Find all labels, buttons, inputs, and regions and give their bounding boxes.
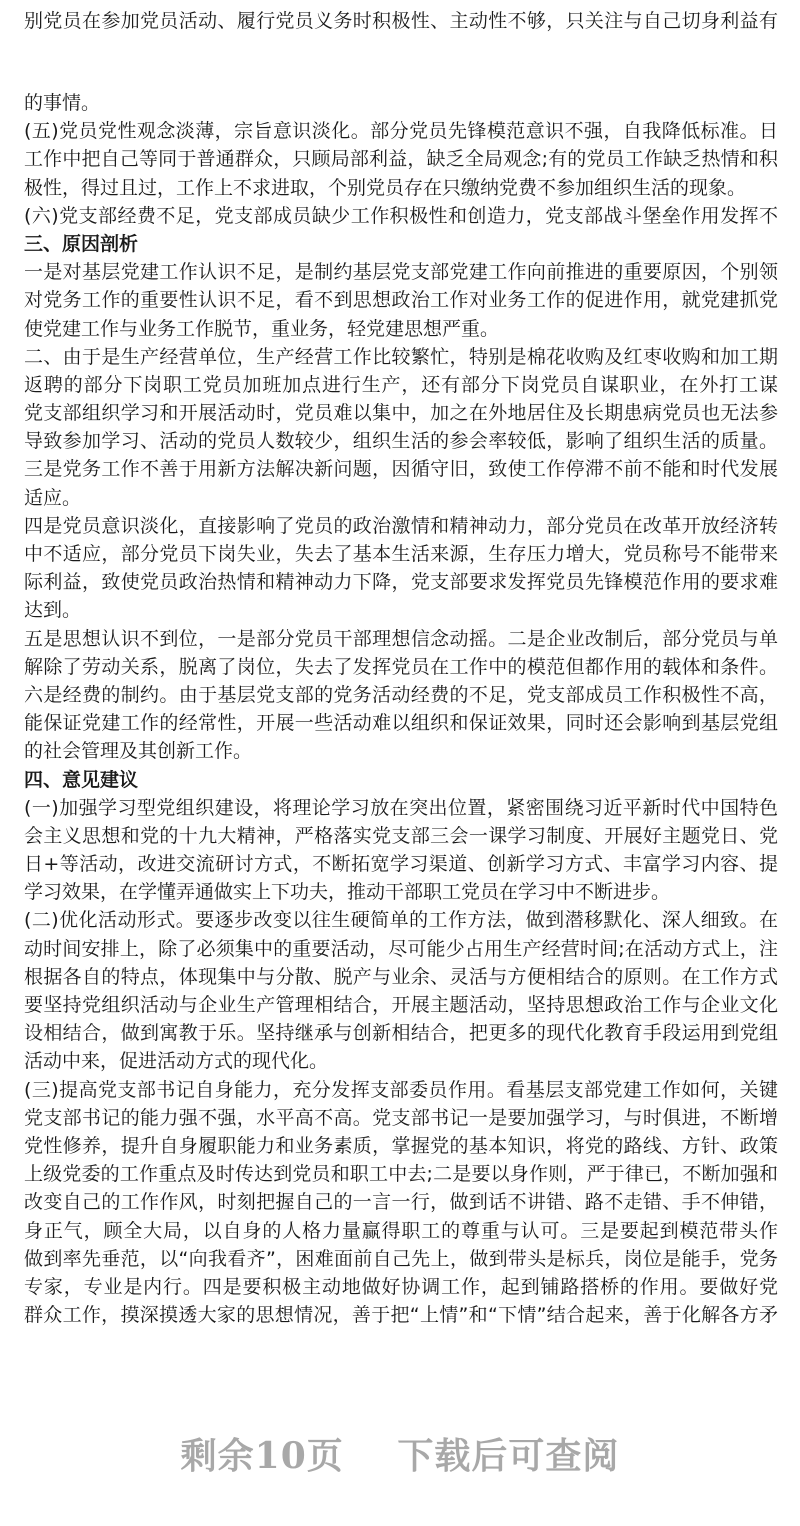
text-line: 党支部组织学习和开展活动时，党员难以集中，加之在外地居住及长期患病党员也无法参 — [24, 402, 778, 425]
text-line: 身正气，顾全大局，以自身的人格力量赢得职工的尊重与认可。三是要起到模范带头作 — [24, 1219, 778, 1242]
text-line: 设相结合，做到寓教于乐。坚持继承与创新相结合，把更多的现代化教育手段运用到党组 — [24, 1022, 778, 1045]
download-label: 下载后可查阅 — [397, 1435, 620, 1477]
text-line: 际利益，致使党员政治热情和精神动力下降，党支部要求发挥党员先锋模范作用的要求难 — [24, 571, 778, 594]
text-line: 党支部书记的能力强不强，水平高不高。党支部书记一是要加强学习，与时俱进，不断增 — [24, 1106, 778, 1129]
text-line: 的事情。 — [24, 92, 101, 114]
text-line: 的社会管理及其创新工作。 — [24, 740, 253, 763]
text-line: (二)优化活动形式。要逐步改变以往生硬简单的工作方法，做到潜移默化、深人细致。在 — [24, 909, 778, 932]
text-line: (五)党员党性观念淡薄，宗旨意识淡化。部分党员先锋模范意识不强，自我降低标准。日 — [24, 120, 778, 143]
text-line: 能保证党建工作的经常性，开展一些活动难以组织和保证效果，同时还会影响到基层党组 — [24, 712, 778, 735]
text-line: 日+等活动，改进交流研讨方式，不断拓宽学习渠道、创新学习方式、丰富学习内容、提 — [24, 853, 778, 876]
text-line: 解除了劳动关系，脱离了岗位，失去了发挥党员在工作中的模范但都作用的载体和条件。 — [24, 655, 778, 678]
text-line: 做到率先垂范，以“向我看齐”，困难面前自己先上，做到带头是标兵，岗位是能手，党务 — [24, 1247, 778, 1270]
text-line: 专家，专业是内行。四是要积极主动地做好协调工作，起到铺路搭桥的作用。要做好党 — [24, 1275, 778, 1298]
text-line: (六)党支部经费不足，党支部成员缺少工作积极性和创造力，党支部战斗堡垒作用发挥不 — [24, 204, 778, 227]
text-line: 中不适应，部分党员下岗失业，失去了基本生活来源，生存压力增大，党员称号不能带来 — [24, 543, 778, 565]
text-line: 上级党委的工作重点及时传达到党员和职工中去;二是要以身作则，严于律已，不断加强和 — [24, 1163, 778, 1186]
section-heading: 三、原因剖析 — [24, 232, 139, 255]
document-top — [24, 7, 778, 35]
text-line: 学习效果，在学懂弄通做实上下功夫，推动干部职工党员在学习中不断进步。 — [24, 881, 671, 904]
text-line: 对党务工作的重要性认识不足，看不到思想政治工作对业务工作的促进作用，就党建抓党 — [24, 289, 778, 312]
text-line: 极性，得过且过，工作上不求进取，个别党员存在只缴纳党费不参加组织生活的现象。 — [24, 176, 747, 199]
text-line: (三)提高党支部书记自身能力，充分发挥支部委员作用。看基层支部党建工作如何，关键 — [24, 1078, 778, 1101]
document-body — [24, 89, 778, 1329]
text-line: 工作中把自己等同于普通群众，只顾局部利益，缺乏全局观念;有的党员工作缺乏热情和积 — [24, 148, 778, 171]
text-line: 使党建工作与业务工作脱节，重业务，轻党建思想严重。 — [24, 317, 500, 340]
text-line: 一是对基层党建工作认识不足，是制约基层党支部党建工作向前推进的重要原因，个别领 — [24, 261, 778, 284]
text-line: 党性修养，提升自身履职能力和业务素质，掌握党的基本知识，将党的路线、方针、政策 — [24, 1134, 778, 1157]
text-line: 活动中来，促进活动方式的现代化。 — [24, 1050, 329, 1073]
section-heading: 四、意见建议 — [24, 768, 139, 791]
text-line: 别党员在参加党员活动、履行党员义务时积极性、主动性不够，只关注与自己切身利益有 — [24, 10, 778, 32]
text-line: 达到。 — [24, 599, 82, 622]
text-line: (一)加强学习型党组织建设，将理论学习放在突出位置，紧密围绕习近平新时代中国特色 — [24, 796, 778, 819]
text-line: 要坚持党组织活动与企业生产管理相结合，开展主题活动，坚持思想政治工作与企业文化 — [24, 994, 778, 1016]
text-line: 二、由于是生产经营单位，生产经营工作比较繁忙，特别是棉花收购及红枣收购和加工期 — [24, 345, 778, 368]
text-line: 适应。 — [24, 486, 82, 509]
text-line: 四是党员意识淡化，直接影响了党员的政治激情和精神动力，部分党员在改革开放经济转 — [24, 514, 778, 537]
text-line: 六是经费的制约。由于基层党支部的党务活动经费的不足，党支部成员工作积极性不高， — [24, 683, 778, 706]
text-line: 会主义思想和党的十九大精神，严格落实党支部三会一课学习制度、开展好主题党日、党 — [24, 824, 778, 847]
text-line: 返聘的部分下岗职工党员加班加点进行生产，还有部分下岗党员自谋职业，在外打工谋 — [24, 373, 778, 396]
text-line: 改变自己的工作作风，时刻把握自己的一言一行，做到话不讲错、路不走错、手不伸错， — [24, 1191, 778, 1214]
remaining-pages-label: 剩余10页 — [180, 1435, 344, 1477]
download-prompt[interactable] — [0, 1428, 800, 1479]
text-line: 导致参加学习、活动的党员人数较少，组织生活的参会率较低，影响了组织生活的质量。 — [24, 430, 778, 453]
text-line: 动时间安排上，除了必须集中的重要活动，尽可能少占用生产经营时间;在活动方式上，注 — [24, 937, 778, 960]
text-line: 群众工作，摸深摸透大家的思想情况，善于把“上情”和“下情”结合起来，善于化解各方矛 — [24, 1304, 778, 1327]
text-line: 三是党务工作不善于用新方法解决新问题，因循守旧，致使工作停滞不前不能和时代发展 — [24, 458, 778, 481]
text-line: 五是思想认识不到位，一是部分党员干部理想信念动摇。二是企业改制后，部分党员与单 — [24, 627, 778, 650]
text-line: 根据各自的特点，体现集中与分散、脱产与业余、灵活与方便相结合的原则。在工作方式 — [24, 965, 778, 988]
